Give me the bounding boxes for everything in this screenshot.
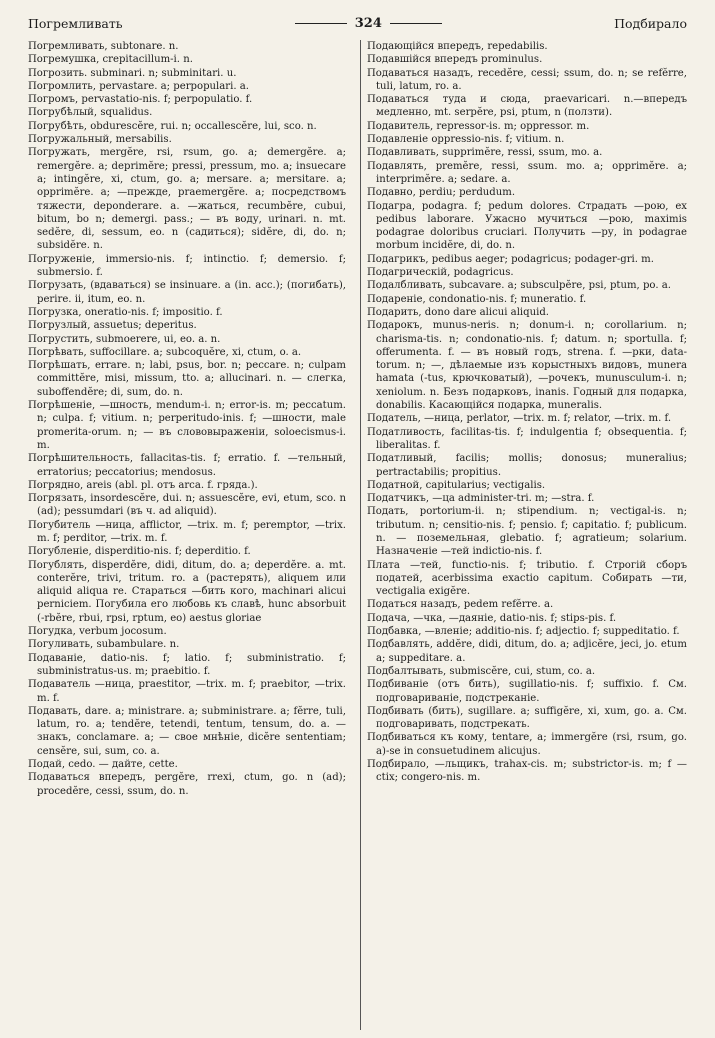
dictionary-entry: Подагра, podagra. f; pedum dolores. Страдать —рою, ex pedibus laborare. Ужасно мучиться —рою, maximis podagrae doloribus cruciari. Получить —ру, in podagrae morbum incidĕre, di, do. n. xyxy=(367,200,687,252)
dictionary-entry: Подбавка, —вленіе; additio-nis. f; adjectio. f; suppeditatio. f. xyxy=(367,626,680,638)
dictionary-entry: Подаваніе, datio-nis. f; latio. f; subministratio. f; subministratus-us. m; praebitio. f. xyxy=(28,652,346,677)
dictionary-entry: Подавитель, repressor-is. m; oppressor. m. xyxy=(367,120,590,132)
dictionary-entry: Погремливать, subtonare. n. xyxy=(28,41,179,52)
dictionary-entry: Подавленіе oppressio-nis. f; vitium. n. xyxy=(367,134,565,146)
dictionary-entry: Подавшійся впередъ prominulus. xyxy=(367,54,543,66)
dictionary-entry: Погубленіе, disperditio-nis. f; deperditio. f. xyxy=(28,546,251,558)
dictionary-entry: Погружальный, mersabilis. xyxy=(28,134,172,146)
dictionary-entry: Податной, capitularius; vectigalis. xyxy=(367,479,546,491)
dictionary-entry: Подающійся впередъ, repedabilis. xyxy=(367,41,548,52)
page-number: 324 xyxy=(354,15,382,31)
dictionary-entry: Погрѣшеніе, —шность, mendum-i. n; error-is. m; peccatum. n; culpa. f; vitium. n; perperitudo-inis. f; —шности, male promerita-orum. n; — въ слововыраженіи, soloecismus-i. m. xyxy=(28,400,346,451)
dictionary-entry: Подаваться туда и сюда, praevaricari. n.—впередъ медленно, mt. serpĕre, psi, ptum, n (ползти). xyxy=(367,94,687,119)
dictionary-entry: Подалбливать, subcavare. a; subsculpĕre, psi, ptum, po. a. xyxy=(367,280,671,292)
dictionary-entry: Погрубѣлый, squalidus. xyxy=(28,107,153,119)
dictionary-entry: Погружать, mergĕre, rsi, rsum, go. a; demergĕre. a; remergĕre. a; deprimĕre; pressi, pressum, mo. a; insuecare a; intingĕre, xi, ctum, go. a; mersare. a; mersitare. a; opprimĕre. a; —прежде, praemergĕre. a; посредствомъ тяжести, deponderare. a. —жаться, recumbĕre, cubui, bitum, bo n; demergi. pass.; — въ воду, urinari. n. mt. sedĕre, di, sessum, eo. n (садиться); sidĕre, di, do. n; subsidĕre. n. xyxy=(28,147,346,252)
dictionary-entry: Подбиваться къ кому, tentare, a; immergĕre (rsi, rsum, go. a)-se in consuetudinem alicujus. xyxy=(367,732,687,757)
dictionary-entry: Погруженіе, immersio-nis. f; intinctio. f; demersio. f; submersio. f. xyxy=(28,253,346,279)
dictionary-entry: Подаватель —ница, praestitor, —trix. m. f; praebitor, —trix. m. f. xyxy=(28,679,346,704)
dictionary-entry: Погрузать, (вдаваться) se insinuare. a (in. acc.); (погибать), perire. ii, itum, eo. n. xyxy=(28,280,346,305)
right-column xyxy=(360,40,687,1030)
dictionary-entry: Погрустить, submoerere, ui, eo. a. n. xyxy=(28,333,221,345)
header-page-number-group xyxy=(295,16,442,31)
dictionary-entry: Подаваться впередъ, pergĕre, rrexi, ctum, go. n (ad); procedĕre, cessi, ssum, do. n. xyxy=(28,772,346,797)
dictionary-entry: Погрѣшать, errare. n; labi, psus, bor. n; peccare. n; culpam committĕre, misi, missum, tto. a; allucinari. n. — слегка, suboffendĕre; di, sum, do. n. xyxy=(28,360,346,398)
dictionary-entry: Подавать, dare. a; ministrare. a; subministrare. a; fĕrre, tuli, latum, ro. a; tendĕre, tetendi, tentum, tensum, do. a. — знакъ, conclamare. a; — свое мнѣніе, dicĕre sententiam; censĕre, sui, sum, co. a. xyxy=(28,705,346,757)
dictionary-entry: Подарокъ, munus-neris. n; donum-i. n; corollarium. n; charisma-tis. n; condonatio-nis. f; datum. n; sportulla. f; offerumenta. f. — въ новый годъ, strena. f. —рки, data-torum. n; —, дѣлаемые изъ корыстныхъ видовъ, munera hamata (-tus, крючковатый), —рочекъ, munusculum-i. n; xeniolum. n. Безъ подарковъ, inanis. Годный для подарка, donabilis. Касающійся подарка, muneralis. xyxy=(367,320,687,412)
header-rule-right xyxy=(390,23,442,24)
dictionary-entry: Погрядно, areis (abl. pl. отъ arca. f. гряда.). xyxy=(28,479,258,491)
dictionary-entry: Погублять, disperdĕre, didi, ditum, do. a; deperdĕre. a. mt. conterĕre, trivi, tritum. ro. a (растерять), aliquem или aliquid aliqua re. Стараться —бить кого, machinari alicui perniciem. Погубила его любовь къ славѣ, hunc absorbuit (-rbĕre, rbui, rpsi, rptum, eo) aestus gloriae xyxy=(28,559,346,624)
dictionary-entry: Подбавлять, addĕre, didi, ditum, do. a; adjicĕre, jeci, jo. etum a; suppeditare. a. xyxy=(367,639,687,664)
dictionary-entry: Податься назадъ, pedem refĕrre. a. xyxy=(367,599,554,611)
dictionary-entry: Подавлять, premĕre, ressi, ssum. mo. a; opprimĕre. a; interprimĕre. a; sedare. a. xyxy=(367,160,687,185)
dictionary-entry: Подагрическій, podagricus. xyxy=(367,267,514,279)
dictionary-entry: Погремушка, crepitacillum-i. n. xyxy=(28,54,193,66)
dictionary-entry: Погрузлый, assuetus; deperitus. xyxy=(28,320,197,332)
dictionary-entry: Податчикъ, —ца administer-tri. m; —stra. f. xyxy=(367,493,595,505)
dictionary-entry: Подаваться назадъ, recedĕre, cessi; ssum, do. n; se refĕrre, tuli, latum, ro. a. xyxy=(367,67,687,92)
dictionary-entry: Погрозить. subminari. n; subminitari. u. xyxy=(28,67,237,79)
dictionary-entry: Податливый, facilis; mollis; donosus; muneralius; pertractabilis; propitius. xyxy=(367,453,687,478)
dictionary-entry: Подбиваніе (отъ бить), sugillatio-nis. f; suffixio. f. См. подговариваніе, подстреканіе. xyxy=(367,679,687,704)
dictionary-entry: Подавно, perdiu; perdudum. xyxy=(367,187,516,199)
dictionary-entry: Погудка, verbum jocosum. xyxy=(28,626,167,638)
dictionary-entry: Подбирало, —льщикъ, trahax-cis. m; substrictor-is. m; f —ctix; congero-nis. m. xyxy=(367,759,687,784)
two-column-body xyxy=(28,40,687,1030)
dictionary-entry: Погуливать, subambulare. n. xyxy=(28,639,180,651)
dictionary-entry: Податель, —ница, perlator, —trix. m. f; relator, —trix. m. f. xyxy=(367,413,672,425)
left-column xyxy=(28,40,346,1030)
header-rule-left xyxy=(295,23,347,24)
dictionary-entry: Погрѣшительность, fallacitas-tis. f; erratio. f. —тельный, erratorius; peccatorius; mendosus. xyxy=(28,453,346,478)
dictionary-entry: Погубитель —ница, afflictor, —trix. m. f; peremptor, —trix. m. f; perditor, —trix. m. f. xyxy=(28,519,346,544)
page-header xyxy=(28,10,687,36)
header-right-guide-word: Подбирало xyxy=(614,15,687,31)
header-left-guide-word: Погремливать xyxy=(28,15,123,31)
dictionary-entry: Подареніе, condonatio-nis. f; muneratio. f. xyxy=(367,293,587,305)
dictionary-entry: Погрубѣть, obdurescĕre, rui. n; occallescĕre, lui, sco. n. xyxy=(28,120,317,132)
dictionary-entry: Подагрикъ, pedibus aeger; podagricus; podager-gri. m. xyxy=(367,253,654,265)
dictionary-entry: Плата —тей, functio-nis. f; tributio. f. Строгій сборъ податей, acerbissima exactio capitum. Собирать —ти, vectigalia exigĕre. xyxy=(367,559,687,598)
dictionary-entry: Погрязать, insordescĕre, dui. n; assuescĕre, evi, etum, sco. n (ad); pessumdari (въ ч. ad aliquid). xyxy=(28,493,346,518)
dictionary-entry: Податливость, facilitas-tis. f; indulgentia f; obsequentia. f; liberalitas. f. xyxy=(367,426,687,451)
dictionary-entry: Подать, portorium-ii. n; stipendium. n; vectigal-is. n; tributum. n; censitio-nis. f; pensio. f; capitatio. f; publicum. n. — поземельная, glebatio. f; agratieum; solarium. Назначеніе —тей indictio-nis. f. xyxy=(367,506,687,558)
dictionary-entry: Подарить, dono dare alicui aliquid. xyxy=(367,306,550,318)
dictionary-entry: Погрузка, oneratio-nis. f; impositio. f. xyxy=(28,306,223,318)
dictionary-entry: Погромлить, pervastare. a; perpopulari. a. xyxy=(28,80,249,92)
dictionary-entry: Подача, —чка, —даяніе, datio-nis. f; stips-pis. f. xyxy=(367,612,617,624)
dictionary-entry: Подбивать (бить), sugillare. a; suffigĕre, xi, xum, go. a. См. подговаривать, подстрекать. xyxy=(367,705,687,731)
dictionary-entry: Подавливать, supprimĕre, ressi, ssum, mo. a. xyxy=(367,147,603,159)
dictionary-entry: Погромъ, pervastatio-nis. f; perpopulatio. f. xyxy=(28,94,253,106)
dictionary-entry: Подай, cedo. — дайте, cette. xyxy=(28,759,178,771)
dictionary-entry: Подбалтывать, submiscĕre, cui, stum, co. a. xyxy=(367,665,596,677)
dictionary-entry: Погрѣвать, suffocillare. a; subcoquĕre, xi, ctum, o. a. xyxy=(28,346,302,358)
